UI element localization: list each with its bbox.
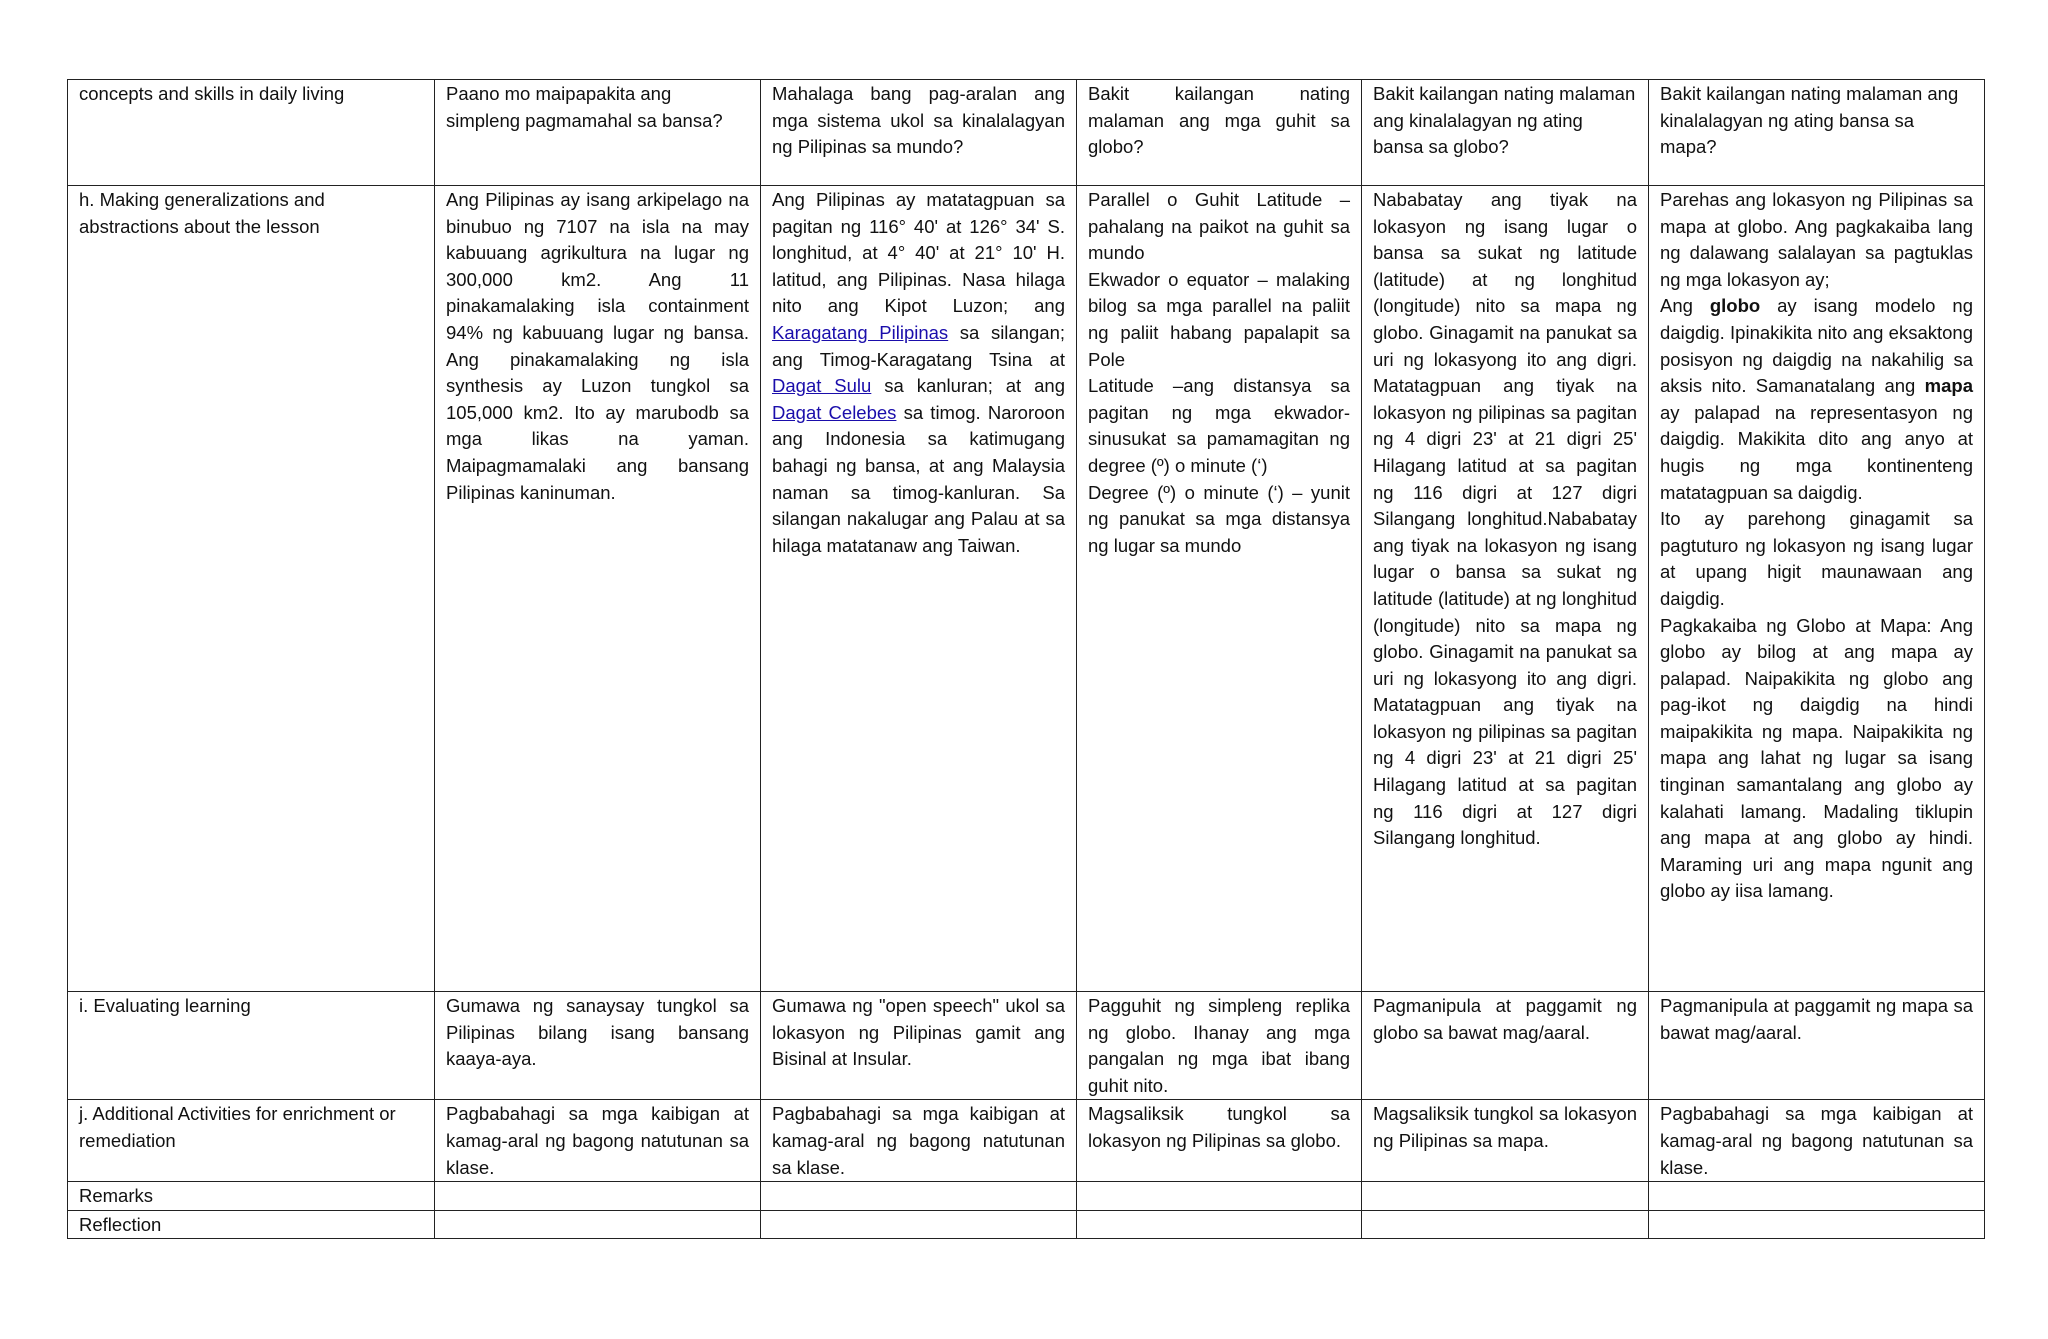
generalization-cell-4: Nababatay ang tiyak na lokasyon ng isang lugar o bansa sa sukat ng latitude (latitude) at ng longhitud (longitude) nito sa mapa ng globo. Ginagamit na panukat sa uri ng lokasyong ito ang digri. Matatagpuan ang tiyak na lokasyon ng pilipinas sa pagitan ng 4 digri 23' at 21 digri 25' Hilagang latitud at sa pagitan ng 116 digri at 127 digri Silangang longhitud.Nababatay ang tiyak na lokasyon ng isang lugar o bansa sa sukat ng latitude (latitude) at ng longhitud (longitude) nito sa mapa ng globo. Ginagamit na panukat sa uri ng lokasyong ito ang digri. Matatagpuan ang tiyak na lokasyon ng pilipinas sa pagitan ng 4 digri 23' at 21 digri 25' Hilagang latitud at sa pagitan ng 116 digri at 127 digri Silangang longhitud. bbox=[1362, 186, 1649, 992]
globe-map-difference: Pagkakaiba ng Globo at Mapa: Ang globo ay bilog at ang mapa ay palapad. Naipakikita ng globo ang pag-ikot ng daigdig na hindi maipakikita ng mapa. Naipakikita ng mapa ang lahat ng lugar sa isang tinginan samantalang ang globo ay kalahati lamang. Madaling tiklupin ang mapa at ang globo ay hindi. Maraming uri ang mapa ngunit ang globo ay iisa lamang. bbox=[1660, 614, 1973, 902]
question-cell-2: Mahalaga bang pag-aralan ang mga sistema ukol sa kinalalagyan ng Pilipinas sa mundo? bbox=[761, 80, 1077, 186]
globe-map-definition bbox=[1660, 293, 1973, 506]
remarks-cell-2[interactable] bbox=[761, 1182, 1077, 1211]
definition-equator: Ekwador o equator – malaking bilog sa mga parallel na paliit ng paliit habang papalapit sa Pole bbox=[1088, 268, 1350, 370]
generalization-text: sa timog. Naroroon ang Indonesia sa katimugang bahagi ng bansa, at ang Malaysia naman sa timog-kanluran. Sa silangan nakalugar ang Palau at sa hilaga matatanaw ang Taiwan. bbox=[772, 401, 1065, 556]
lesson-plan-table bbox=[67, 79, 1985, 1239]
generalization-text: sa kanluran; at ang bbox=[871, 375, 1065, 397]
table-row-concepts bbox=[68, 80, 1985, 186]
reflection-cell-1[interactable] bbox=[435, 1210, 761, 1239]
row-label-concepts: concepts and skills in daily living bbox=[68, 80, 435, 186]
term-mapa: mapa bbox=[1924, 375, 1973, 397]
row-label-reflection: Reflection bbox=[68, 1210, 435, 1239]
table-row-generalizations bbox=[68, 186, 1985, 992]
additional-cell-4: Magsaliksik tungkol sa lokasyon ng Pilipinas sa mapa. bbox=[1362, 1100, 1649, 1182]
table-row-additional bbox=[68, 1100, 1985, 1182]
additional-cell-5: Pagbabahagi sa mga kaibigan at kamag-aral ng bagong natutunan sa klase. bbox=[1649, 1100, 1985, 1182]
reflection-cell-3[interactable] bbox=[1077, 1210, 1362, 1239]
reflection-cell-2[interactable] bbox=[761, 1210, 1077, 1239]
lesson-plan-page bbox=[67, 79, 1984, 1239]
evaluating-cell-4: Pagmanipula at paggamit ng globo sa bawat mag/aaral. bbox=[1362, 992, 1649, 1100]
remarks-cell-5[interactable] bbox=[1649, 1182, 1985, 1211]
remarks-cell-3[interactable] bbox=[1077, 1182, 1362, 1211]
definition-latitude-distance: Latitude –ang distansya sa pagitan ng mga ekwador-sinusukat sa pamamagitan ng degree (º) o minute (‘) bbox=[1088, 375, 1350, 476]
remarks-cell-1[interactable] bbox=[435, 1182, 761, 1211]
question-cell-4: Bakit kailangan nating malaman ang kinalalagyan ng ating bansa sa globo? bbox=[1362, 80, 1649, 186]
globe-map-intro: Parehas ang lokasyon ng Pilipinas sa mapa at globo. Ang pagkakaiba lang ng dalawang salalayan sa pagtuklas ng mga lokasyon ay; bbox=[1660, 189, 1973, 290]
table-row-evaluating bbox=[68, 992, 1985, 1100]
definition-latitude-line: Parallel o Guhit Latitude – pahalang na paikot na guhit sa mundo bbox=[1088, 189, 1350, 264]
reflection-cell-5[interactable] bbox=[1649, 1210, 1985, 1239]
text-segment: ay isang modelo ng daigdig. Ipinakikita nito ang eksaktong posisyon ng daigdig na nakahilig sa aksis nito. Samanatalang ang bbox=[1660, 295, 1973, 397]
question-cell-3: Bakit kailangan nating malaman ang mga guhit sa globo? bbox=[1077, 80, 1362, 186]
text-segment: Ang bbox=[1660, 295, 1710, 317]
table-row-reflection bbox=[68, 1210, 1985, 1239]
link-dagat-sulu[interactable]: Dagat Sulu bbox=[772, 375, 872, 397]
text-segment: ay palapad na representasyon ng daigdig. Makikita dito ang anyo at hugis ng mga kontinenteng matatagpuan sa daigdig. bbox=[1660, 401, 1973, 503]
generalization-text: Ang Pilipinas ay matatagpuan sa pagitan ng 116° 40' at 126° 34' S. longhitud, at 4° 40' at 21° 10' H. latitud, ang Pilipinas. Nasa hilaga nito ang Kipot Luzon; ang bbox=[772, 189, 1065, 317]
row-label-generalizations: h. Making generalizations and abstractions about the lesson bbox=[68, 186, 435, 992]
table-row-remarks bbox=[68, 1182, 1985, 1211]
term-globo: globo bbox=[1709, 295, 1761, 317]
globe-map-usage: Ito ay parehong ginagamit sa pagtuturo ng lokasyon ng isang lugar at upang higit maunawaan ang daigdig. bbox=[1660, 508, 1973, 609]
link-karagatang-pilipinas[interactable]: Karagatang Pilipinas bbox=[772, 321, 949, 343]
evaluating-cell-2: Gumawa ng "open speech" ukol sa lokasyon ng Pilipinas gamit ang Bisinal at Insular. bbox=[761, 992, 1077, 1100]
generalization-cell-3 bbox=[1077, 186, 1362, 992]
question-cell-5: Bakit kailangan nating malaman ang kinalalagyan ng ating bansa sa mapa? bbox=[1649, 80, 1985, 186]
additional-cell-2: Pagbabahagi sa mga kaibigan at kamag-aral ng bagong natutunan sa klase. bbox=[761, 1100, 1077, 1182]
row-label-additional: j. Additional Activities for enrichment or remediation bbox=[68, 1100, 435, 1182]
definition-degree: Degree (º) o minute (‘) – yunit ng panukat sa mga distansya ng lugar sa mundo bbox=[1088, 481, 1350, 556]
generalization-text: sa silangan; ang Timog-Karagatang Tsina at bbox=[772, 321, 1065, 370]
generalization-cell-5 bbox=[1649, 186, 1985, 992]
evaluating-cell-1: Gumawa ng sanaysay tungkol sa Pilipinas bilang isang bansang kaaya-aya. bbox=[435, 992, 761, 1100]
evaluating-cell-5: Pagmanipula at paggamit ng mapa sa bawat mag/aaral. bbox=[1649, 992, 1985, 1100]
reflection-cell-4[interactable] bbox=[1362, 1210, 1649, 1239]
question-cell-1: Paano mo maipapakita ang simpleng pagmamahal sa bansa? bbox=[435, 80, 761, 186]
row-label-evaluating: i. Evaluating learning bbox=[68, 992, 435, 1100]
additional-cell-3: Magsaliksik tungkol sa lokasyon ng Pilipinas sa globo. bbox=[1077, 1100, 1362, 1182]
generalization-cell-2 bbox=[761, 186, 1077, 992]
remarks-cell-4[interactable] bbox=[1362, 1182, 1649, 1211]
generalization-cell-1: Ang Pilipinas ay isang arkipelago na binubuo ng 7107 na isla na may kabuuang agrikultura na lugar ng 300,000 km2. Ang 11 pinakamalaking isla containment 94% ng kabuuang lugar ng bansa. Ang pinakamalaking ng isla synthesis ay Luzon tungkol sa 105,000 km2. Ito ay marubodb sa mga likas na yaman. Maipagmamalaki ang bansang Pilipinas kaninuman. bbox=[435, 186, 761, 992]
additional-cell-1: Pagbabahagi sa mga kaibigan at kamag-aral ng bagong natutunan sa klase. bbox=[435, 1100, 761, 1182]
evaluating-cell-3: Pagguhit ng simpleng replika ng globo. Ihanay ang mga pangalan ng mga ibat ibang guhit nito. bbox=[1077, 992, 1362, 1100]
row-label-remarks: Remarks bbox=[68, 1182, 435, 1211]
link-dagat-celebes[interactable]: Dagat Celebes bbox=[772, 401, 897, 423]
